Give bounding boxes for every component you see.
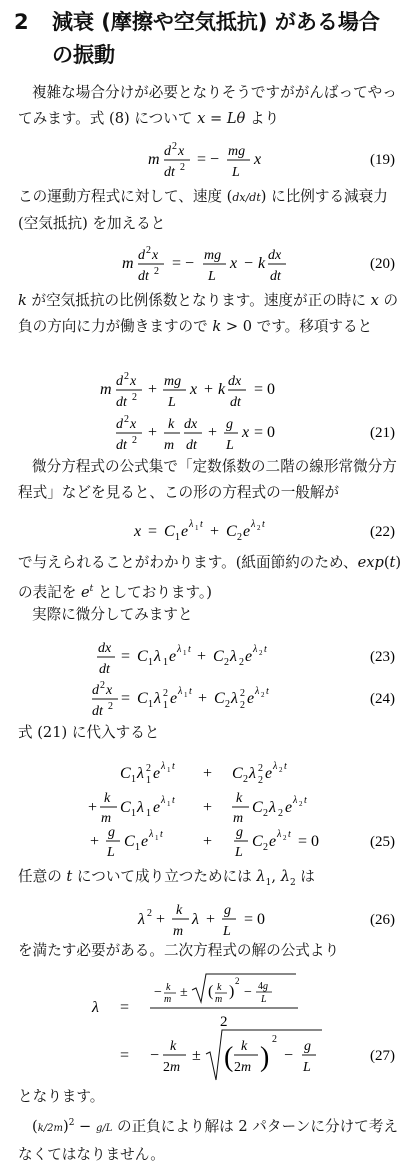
svg-text:λ: λ — [154, 648, 161, 665]
svg-text:m: m — [233, 811, 244, 826]
svg-text:2: 2 — [239, 657, 244, 668]
svg-text:e: e — [269, 833, 277, 850]
svg-text:λ: λ — [154, 690, 161, 707]
svg-text:2: 2 — [220, 1014, 228, 1030]
svg-text:L: L — [226, 438, 234, 453]
eqnum-20: (20) — [370, 256, 395, 272]
paragraph-result: となります。 — [18, 1088, 105, 1105]
svg-text:λ: λ — [149, 829, 154, 840]
svg-text:t: t — [172, 795, 175, 806]
section-title-line1: 減衰 (摩擦や空気抵抗) がある場合 — [52, 10, 380, 34]
svg-text:2: 2 — [240, 700, 245, 711]
svg-text:2: 2 — [180, 162, 185, 173]
svg-text:d: d — [164, 144, 171, 159]
svg-text:d: d — [116, 417, 123, 432]
svg-text:e: e — [153, 765, 161, 782]
eqnum-22: (22) — [370, 524, 395, 540]
svg-text:2: 2 — [124, 414, 129, 425]
svg-text:C: C — [252, 833, 263, 850]
svg-text:λ: λ — [161, 761, 166, 772]
svg-text:k: k — [217, 982, 222, 993]
svg-text:dt: dt — [186, 438, 197, 453]
svg-text:+: + — [210, 523, 220, 540]
svg-text:=: = — [121, 690, 131, 707]
svg-text:2: 2 — [240, 688, 245, 699]
svg-text:C: C — [164, 523, 175, 540]
svg-text:e: e — [243, 523, 251, 540]
svg-text:C: C — [137, 690, 148, 707]
svg-text:2: 2 — [108, 701, 113, 712]
svg-text:dx: dx — [268, 248, 282, 263]
svg-text:2: 2 — [225, 699, 230, 710]
svg-text:λ: λ — [161, 795, 166, 806]
svg-text:=: = — [148, 523, 158, 540]
svg-text:C: C — [232, 765, 243, 782]
svg-text:C: C — [137, 648, 148, 665]
svg-text:t: t — [284, 761, 287, 772]
para1-text-a: 複雑な場合分けが必要となりそうですががんばってやってみます。式 (8) について — [18, 84, 397, 127]
svg-text:+: + — [198, 690, 208, 707]
svg-text:e: e — [245, 648, 253, 665]
svg-text:k: k — [166, 982, 171, 993]
svg-text:e: e — [153, 799, 161, 816]
eqnum-21: (21) — [370, 425, 395, 441]
svg-text:λ: λ — [137, 765, 144, 782]
svg-text:L: L — [303, 1060, 311, 1075]
svg-text:1: 1 — [163, 700, 168, 711]
svg-text:e: e — [247, 690, 255, 707]
svg-text:λ: λ — [251, 519, 256, 530]
svg-text:1: 1 — [175, 532, 180, 543]
svg-text:k: k — [176, 903, 183, 918]
svg-text:dt: dt — [99, 662, 110, 677]
svg-text:λ: λ — [178, 686, 183, 697]
svg-text:1: 1 — [146, 775, 151, 786]
svg-text:2: 2 — [172, 141, 177, 152]
svg-text:2: 2 — [146, 245, 151, 256]
svg-text:−: − — [244, 985, 252, 1000]
equation-27 — [0, 972, 419, 1084]
svg-text:dt: dt — [92, 704, 103, 719]
eqnum-25: (25) — [370, 834, 395, 850]
paragraph-differentiate: 実際に微分してみますと — [32, 606, 193, 623]
svg-text:L: L — [107, 845, 115, 860]
svg-text:2: 2 — [235, 976, 240, 986]
svg-text:m: m — [215, 994, 223, 1005]
svg-text:): ) — [229, 983, 235, 1000]
svg-text:t: t — [160, 829, 163, 840]
svg-text:t: t — [264, 644, 267, 655]
eqnum-23: (23) — [370, 649, 395, 665]
svg-text:2: 2 — [163, 688, 168, 699]
svg-text:λ: λ — [249, 765, 256, 782]
svg-text:d: d — [116, 374, 123, 389]
svg-text:1: 1 — [148, 657, 153, 668]
svg-text:k: k — [170, 1039, 177, 1054]
svg-text:m: m — [122, 255, 134, 272]
svg-text:t: t — [288, 829, 291, 840]
svg-text:λ: λ — [177, 644, 182, 655]
svg-text:−: − — [244, 255, 254, 272]
svg-text:+: + — [203, 765, 213, 782]
svg-text:mg: mg — [204, 248, 222, 263]
svg-text:1: 1 — [184, 691, 188, 699]
svg-text:dx: dx — [98, 641, 112, 656]
svg-text:m: m — [164, 438, 175, 453]
paragraph-formula: 微分方程式の公式集で「定数係数の二階の線形常微分方程式」などを見ると、この形の方程式の一般解が — [18, 458, 397, 501]
svg-text:m: m — [173, 924, 184, 939]
svg-text:t: t — [188, 644, 191, 655]
svg-text:1: 1 — [163, 657, 168, 668]
svg-text:L: L — [168, 395, 176, 410]
equation-21 — [0, 366, 419, 458]
svg-text:g: g — [304, 1039, 311, 1054]
svg-text:dt: dt — [270, 269, 281, 284]
svg-text:1: 1 — [131, 774, 136, 785]
svg-text:2: 2 — [259, 649, 263, 657]
svg-text:±: ± — [192, 1047, 201, 1064]
svg-text:2: 2 — [258, 775, 263, 786]
svg-text:λ: λ — [189, 519, 194, 530]
svg-text:1: 1 — [146, 808, 151, 819]
svg-text:λ: λ — [137, 799, 144, 816]
svg-text:x: x — [130, 417, 137, 432]
paragraph-k: k が空気抵抗の比例係数となります。速度が正の時に x の負の方向に力が働きますので k > 0 です。移項すると — [18, 292, 399, 335]
svg-text:t: t — [200, 519, 203, 530]
svg-text:m: m — [101, 811, 112, 826]
svg-text:λ: λ — [253, 644, 258, 655]
svg-text:1: 1 — [148, 699, 153, 710]
svg-text:λ: λ — [231, 690, 238, 707]
svg-text:2: 2 — [146, 763, 151, 774]
svg-text:+: + — [197, 648, 207, 665]
svg-text:g: g — [226, 417, 233, 432]
svg-text:C: C — [226, 523, 237, 540]
svg-text:1: 1 — [155, 834, 159, 842]
svg-text:1: 1 — [131, 808, 136, 819]
svg-text:e: e — [285, 799, 293, 816]
svg-text:2: 2 — [147, 908, 152, 919]
paragraph-quadratic: を満たす必要がある。二次方程式の解の公式より — [18, 942, 340, 959]
paragraph-damping: この運動方程式に対して、速度 (dx/dt) に比例する減衰力 (空気抵抗) を加えると — [18, 188, 388, 232]
svg-text:x: x — [230, 255, 238, 272]
section-heading — [14, 6, 414, 72]
svg-text:mg: mg — [164, 374, 182, 389]
svg-text:t: t — [172, 761, 175, 772]
svg-text:λ: λ — [277, 829, 282, 840]
svg-text:m: m — [148, 151, 160, 168]
svg-text:+: + — [206, 911, 216, 928]
svg-text:dt: dt — [138, 269, 149, 284]
svg-text:e: e — [265, 765, 273, 782]
svg-text:2: 2 — [278, 808, 283, 819]
svg-text:1: 1 — [167, 800, 171, 808]
paragraph-substitute: 式 (21) に代入すると — [18, 724, 160, 741]
svg-text:k: k — [104, 791, 111, 806]
paragraph-exp-note: で与えられることがわかります。(紙面節約のため、exp(t) の表記を $e^t$ としております。) — [18, 554, 402, 601]
svg-text:g: g — [224, 903, 231, 918]
svg-text:k: k — [218, 381, 226, 398]
svg-text:k: k — [258, 255, 266, 272]
svg-text:x: x — [134, 523, 142, 540]
svg-text:+: + — [204, 381, 214, 398]
svg-text:e: e — [169, 648, 177, 665]
svg-text:L: L — [208, 269, 216, 284]
svg-text:k: k — [168, 417, 175, 432]
svg-text:1: 1 — [195, 524, 199, 532]
svg-text:x: x — [178, 144, 185, 159]
svg-text:2: 2 — [132, 392, 137, 403]
svg-text:x: x — [254, 151, 262, 168]
svg-text:t: t — [189, 686, 192, 697]
svg-text:mg: mg — [228, 144, 246, 159]
svg-text:2: 2 — [261, 691, 265, 699]
svg-text:L: L — [223, 924, 231, 939]
svg-text:2m: 2m — [163, 1060, 181, 1075]
svg-text:C: C — [120, 765, 131, 782]
svg-text:+: + — [88, 799, 98, 816]
svg-text:+: + — [148, 424, 158, 441]
svg-text:x: x — [130, 374, 137, 389]
svg-text:= 0: = 0 — [254, 424, 276, 441]
svg-text:dx: dx — [184, 417, 198, 432]
equation-20 — [0, 240, 419, 290]
equation-19 — [0, 136, 419, 186]
svg-text:m: m — [164, 994, 172, 1005]
svg-text:(: ( — [208, 983, 214, 1000]
svg-text:): ) — [260, 1042, 270, 1073]
svg-text:e: e — [141, 833, 149, 850]
svg-text:2: 2 — [279, 766, 283, 774]
svg-text:λ: λ — [269, 799, 276, 816]
svg-text:e: e — [170, 690, 178, 707]
svg-text:+: + — [90, 833, 100, 850]
svg-text:dt: dt — [164, 165, 175, 180]
svg-text:+: + — [203, 833, 213, 850]
svg-text:= 0: = 0 — [254, 381, 276, 398]
paragraph-condition: 任意の t について成り立つためには $\lambda_1$, $\lambda_2$ は — [18, 868, 315, 888]
svg-text:C: C — [213, 648, 224, 665]
svg-text:λ: λ — [138, 911, 145, 928]
svg-text:2: 2 — [154, 266, 159, 277]
svg-text:= −: = − — [172, 255, 195, 272]
svg-text:−: − — [150, 1047, 160, 1064]
svg-text:dt: dt — [230, 395, 241, 410]
eqnum-26: (26) — [370, 912, 395, 928]
section-number: 2 — [14, 10, 29, 34]
svg-text:=: = — [121, 648, 131, 665]
svg-text:= −: = − — [197, 151, 220, 168]
svg-text:dx: dx — [228, 374, 242, 389]
svg-text:dt: dt — [116, 395, 127, 410]
svg-text:k: k — [241, 1039, 248, 1054]
svg-text:2: 2 — [237, 532, 242, 543]
paragraph-cases: $(k/2m)^2 - g/L$ の正負により解は 2 パターンに分けて考えなくてはなりません。 — [18, 1117, 398, 1163]
svg-text:L: L — [235, 845, 243, 860]
svg-text:(: ( — [224, 1042, 234, 1073]
svg-text:d: d — [138, 248, 145, 263]
svg-text:x: x — [152, 248, 159, 263]
svg-text:2: 2 — [257, 524, 261, 532]
svg-text:+: + — [148, 381, 158, 398]
svg-text:+: + — [203, 799, 213, 816]
svg-text:= 0: = 0 — [244, 911, 266, 928]
svg-text:λ: λ — [273, 761, 278, 772]
svg-text:x: x — [242, 424, 250, 441]
svg-text:t: t — [266, 686, 269, 697]
equation-23-24 — [0, 634, 419, 724]
svg-text:2: 2 — [272, 1034, 277, 1045]
svg-text:1: 1 — [183, 649, 187, 657]
svg-text:−: − — [154, 985, 162, 1000]
svg-text:λ: λ — [192, 911, 199, 928]
svg-text:2: 2 — [100, 680, 105, 691]
eqnum-19: (19) — [370, 152, 395, 168]
svg-text:λ: λ — [92, 999, 99, 1016]
svg-text:g: g — [108, 825, 115, 840]
svg-text:λ: λ — [293, 795, 298, 806]
svg-text:L: L — [261, 994, 267, 1005]
svg-text:e: e — [181, 523, 189, 540]
svg-text:+: + — [208, 424, 218, 441]
svg-text:1: 1 — [167, 766, 171, 774]
svg-text:k: k — [236, 791, 243, 806]
svg-text:C: C — [124, 833, 135, 850]
svg-text:m: m — [100, 381, 112, 398]
svg-text:1: 1 — [135, 842, 140, 853]
svg-text:C: C — [252, 799, 263, 816]
svg-text:λ: λ — [255, 686, 260, 697]
svg-text:2: 2 — [263, 808, 268, 819]
svg-text:2: 2 — [263, 842, 268, 853]
svg-text:t: t — [304, 795, 307, 806]
svg-text:d: d — [92, 683, 99, 698]
section-title-line2: の振動 — [52, 43, 115, 67]
eqnum-27: (27) — [370, 1048, 395, 1064]
equation-22 — [0, 512, 419, 552]
svg-text:±: ± — [180, 985, 188, 1000]
svg-text:2: 2 — [243, 774, 248, 785]
svg-text:=: = — [120, 1047, 130, 1064]
eqnum-24: (24) — [370, 691, 395, 707]
svg-text:+: + — [156, 911, 166, 928]
svg-text:t: t — [262, 519, 265, 530]
svg-text:2: 2 — [299, 800, 303, 808]
svg-text:−: − — [284, 1047, 294, 1064]
svg-text:2: 2 — [132, 435, 137, 446]
svg-text:2: 2 — [283, 834, 287, 842]
svg-text:4g: 4g — [258, 981, 268, 992]
svg-text:λ: λ — [230, 648, 237, 665]
svg-text:2: 2 — [224, 657, 229, 668]
svg-text:x: x — [106, 683, 113, 698]
svg-text:g: g — [236, 825, 243, 840]
svg-text:dt: dt — [116, 438, 127, 453]
svg-text:= 0: = 0 — [298, 833, 320, 850]
svg-text:x: x — [190, 381, 198, 398]
svg-text:2: 2 — [258, 763, 263, 774]
svg-text:C: C — [120, 799, 131, 816]
svg-text:=: = — [120, 999, 130, 1016]
equation-25 — [0, 756, 419, 862]
svg-text:2m: 2m — [234, 1060, 252, 1075]
svg-text:L: L — [232, 165, 240, 180]
paragraph-intro: 複雑な場合分けが必要となりそうですががんばってやってみます。式 (8) について x = Lθ より — [18, 84, 397, 127]
svg-text:2: 2 — [124, 371, 129, 382]
svg-text:C: C — [214, 690, 225, 707]
